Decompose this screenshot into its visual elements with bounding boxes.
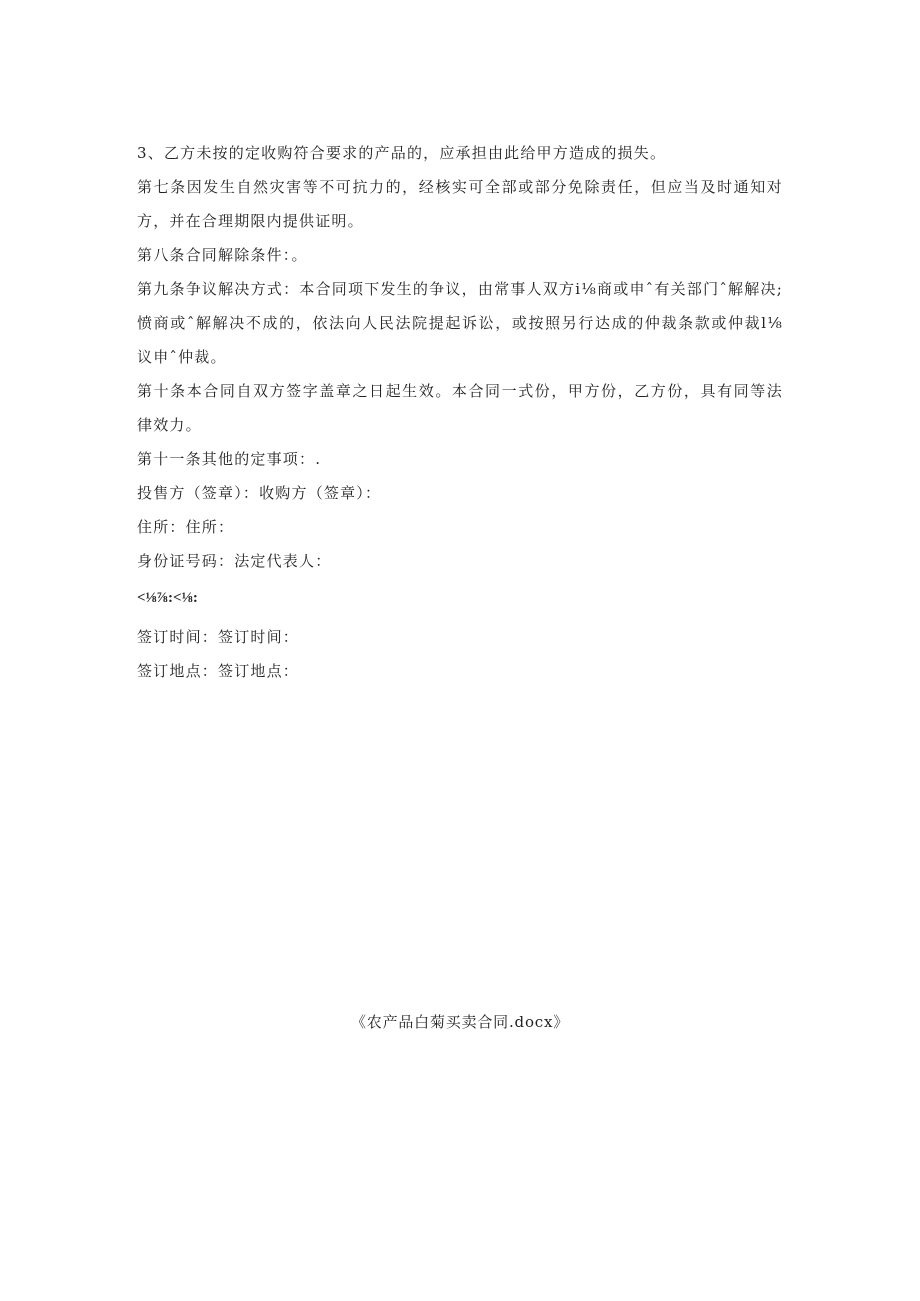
article-11-paragraph: 第十一条其他的定事项：. [137,450,322,468]
id-number-line: 身份证号码：法定代表人： [137,552,332,570]
address-line: 住所：住所： [137,518,235,536]
article-10-paragraph: 第十条本合同自双方签字盖章之日起生效。本合同一式份，甲方份，乙方份，具有同等法律效力。 [137,382,783,434]
article-7-paragraph: 第七条因发生自然灾害等不可抗力的，经核实可全部或部分免除责任，但应当及时通知对方，并在合理期限内提供证明。 [137,178,783,230]
signing-place-line: 签订地点：签订地点： [137,662,300,680]
article-9-paragraph: 第九条争议解决方式：本合同项下发生的争议，由常事人双方i⅛商或申ˆ有关部门ˆ解解决;愤商或ˆ解解决不成的，依法向人民法院提起诉讼，或按照另行达成的仲裁条款或仲裁l⅛议申ˆ仲裁。 [137,280,783,366]
document-body [137,136,783,688]
article-8-paragraph: 第八条合同解除条件：。 [137,246,308,264]
clause-3-paragraph: 3、乙方未按的定收购符合要求的产品的，应承担由此给甲方造成的损失。 [137,144,667,162]
document-filename-footer: 《农产品白菊买卖合同.docx》 [350,1013,570,1031]
signature-parties-line: 投售方（签章）：收购方（签章）： [137,484,382,502]
signing-time-line: 签订时间：签订时间： [137,628,300,646]
garbled-signature-line: <⅛⅞:<⅛: [137,590,198,606]
